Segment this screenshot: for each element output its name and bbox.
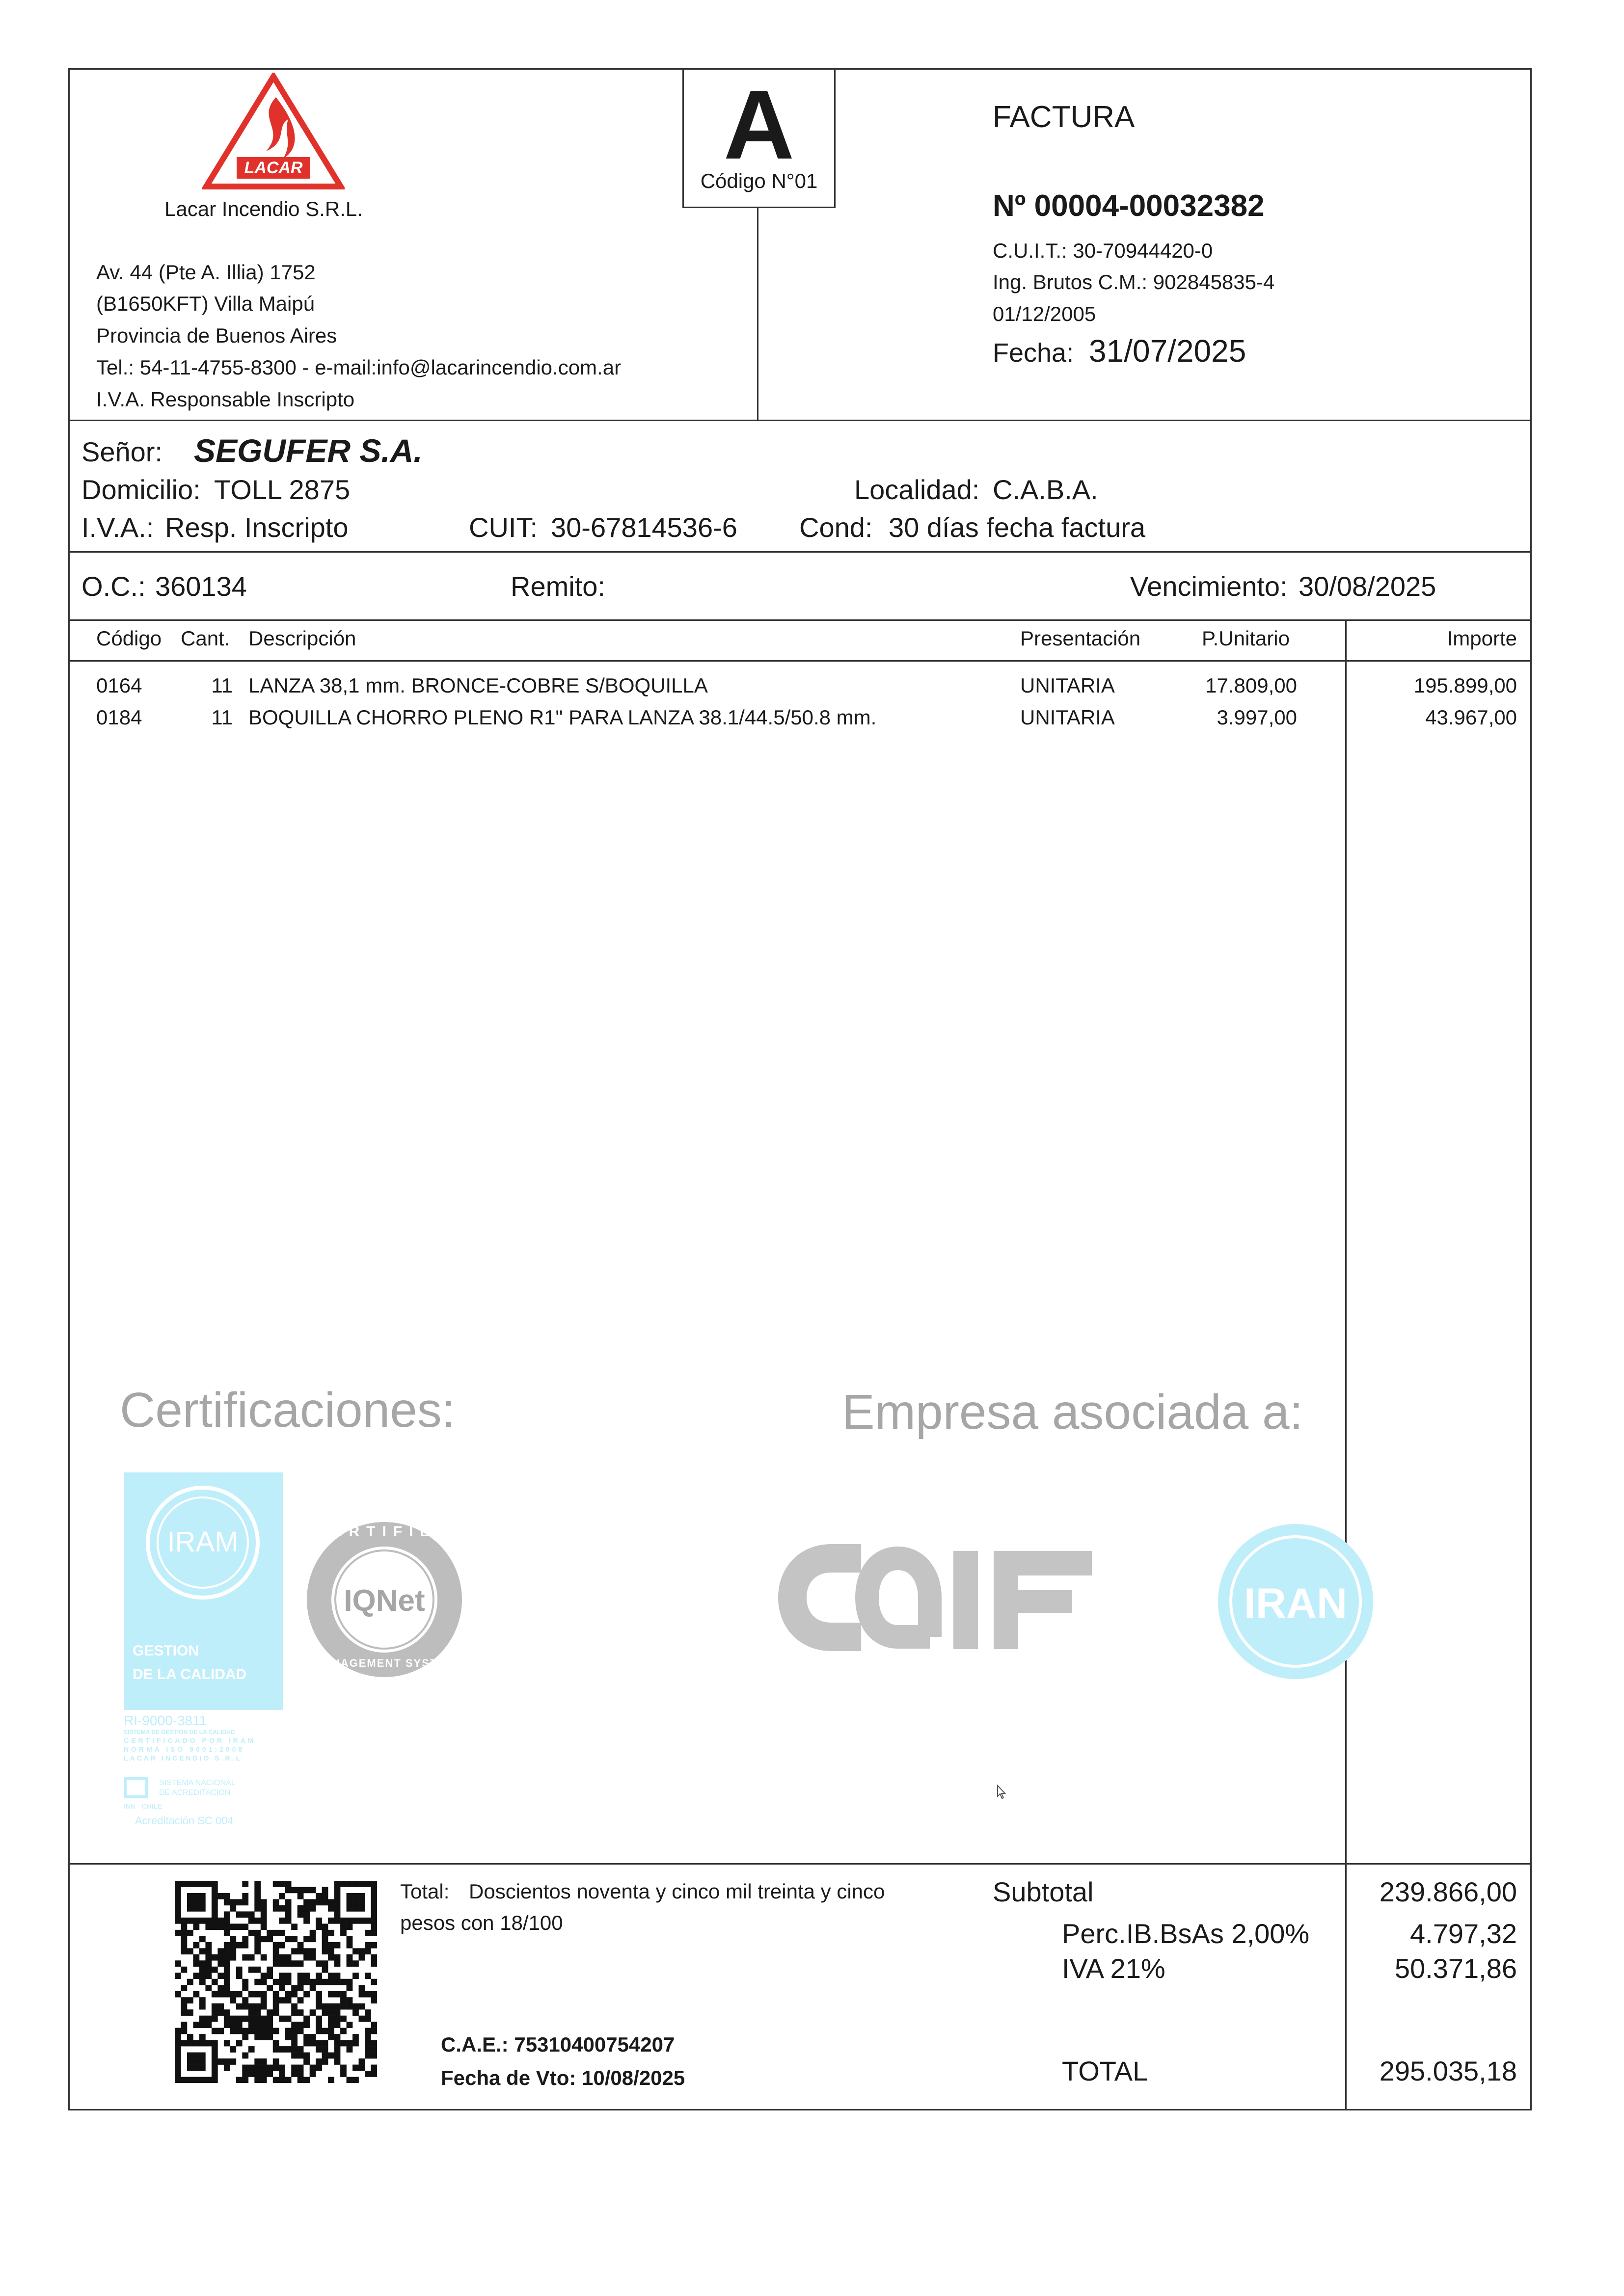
total-final-value: 295.035,18 [1379,2056,1517,2086]
row-descripcion: LANZA 38,1 mm. BRONCE-COBRE S/BOQUILLA [248,674,708,697]
company-address-2: (B1650KFT) Villa Maipú [96,292,315,315]
ina-logo [124,1777,148,1798]
empresa-asociada-heading: Empresa asociada a: [842,1385,1303,1440]
iqnet-top-text: CERTIFIED [314,1523,455,1540]
row-presentacion: UNITARIA [1020,674,1115,697]
col-header-codigo: Código [96,627,162,650]
ina-text-3: INN - CHILE [124,1802,162,1810]
order-vencimiento: 30/08/2025 [1299,571,1436,602]
afip-qr-code [175,1881,377,2083]
row-presentacion: UNITARIA [1020,706,1115,729]
company-name: Lacar Incendio S.R.L. [164,197,363,220]
customer-domicilio: TOLL 2875 [214,474,351,505]
iram-small-1: SISTEMA DE GESTION DE LA CALIDAD [124,1729,235,1735]
row-unitario: 3.997,00 [1217,706,1297,729]
company-address-5: I.V.A. Responsable Inscripto [96,388,355,411]
order-oc-label: O.C.: [81,571,146,602]
iran-logo-text: IRAN [1244,1580,1348,1627]
row-codigo: 0184 [96,706,142,729]
order-remito-label: Remito: [511,571,605,602]
customer-senor-label: Señor: [81,436,162,467]
iqnet-bottom-text: MANAGEMENT SYSTEM [313,1657,456,1669]
company-address-4: Tel.: 54-11-4755-8300 - e-mail:info@lacarincendio.com.ar [96,356,622,379]
subtotal-label: Subtotal [993,1876,1094,1907]
invoice-fecha-label: Fecha: [993,338,1074,368]
iram-seal-text: IRAM [167,1526,239,1558]
row-unitario: 17.809,00 [1205,674,1297,697]
company-address-3: Provincia de Buenos Aires [96,324,337,347]
col-header-importe: Importe [1447,627,1517,650]
caif-logo [778,1541,1102,1654]
total-words-2: pesos con 18/100 [400,1911,563,1934]
customer-iva-label: I.V.A.: [81,512,154,543]
subtotal-value: 239.866,00 [1379,1876,1517,1907]
customer-cuit: 30-67814536-6 [551,512,737,543]
col-header-presentacion: Presentación [1020,627,1141,650]
customer-cond-label: Cond: [799,512,873,543]
customer-domicilio-label: Domicilio: [81,474,201,505]
invoice-number: Nº 00004-00032382 [993,189,1265,223]
iram-gestion-text: GESTION [133,1643,199,1659]
table-header-line [68,660,1532,662]
total-words-label: Total: [400,1880,450,1903]
doc-type-letter: A [723,70,795,180]
iva-label: IVA 21% [1062,1953,1165,1984]
invoice-title: FACTURA [993,100,1135,134]
col-header-cant: Cant. [181,627,230,650]
ina-text-1: SISTEMA NACIONAL [159,1779,236,1787]
row-importe: 195.899,00 [1413,674,1517,697]
iram-small-3: NORMA ISO 9001:2008 [124,1745,245,1753]
company-address-1: Av. 44 (Pte A. Illia) 1752 [96,261,316,284]
lacar-logo-text: LACAR [244,159,303,177]
iram-small-4: LACAR INCENDIO S.R.L. [124,1754,246,1762]
iva-value: 50.371,86 [1394,1953,1517,1984]
customer-name: SEGUFER S.A. [194,432,423,469]
invoice-ing-brutos: Ing. Brutos C.M.: 902845835-4 [993,270,1275,294]
doc-type-code: Código N°01 [700,169,818,192]
col-header-descripcion: Descripción [248,627,356,650]
order-vencimiento-label: Vencimiento: [1130,571,1288,602]
mouse-cursor-icon [997,1785,1007,1799]
header-bottom-line [68,420,1532,421]
cae-vto: Fecha de Vto: 10/08/2025 [441,2066,685,2089]
iram-small-2: CERTIFICADO POR IRAM [124,1736,256,1744]
row-importe: 43.967,00 [1425,706,1517,729]
header-divider [757,207,758,421]
customer-iva: Resp. Inscripto [165,512,349,543]
iqnet-text: IQNet [344,1584,425,1618]
order-bottom-line [68,619,1532,621]
row-cant: 11 [211,674,233,697]
order-oc: 360134 [155,571,247,602]
acreditacion-text: Acreditación SC 004 [135,1815,234,1827]
perc-value: 4.797,32 [1410,1918,1517,1949]
total-final-label: TOTAL [1062,2056,1148,2086]
customer-localidad-label: Localidad: [854,474,980,505]
iram-registro: RI-9000-3811 [124,1713,207,1728]
invoice-cuit: C.U.I.T.: 30-70944420-0 [993,239,1213,262]
customer-localidad: C.A.B.A. [993,474,1098,505]
totals-top-line [68,1863,1532,1865]
importe-column-line [1345,619,1347,2110]
cae-number: C.A.E.: 75310400754207 [441,2033,675,2056]
certificaciones-heading: Certificaciones: [120,1383,456,1438]
ina-text-2: DE ACREDITACION [159,1789,231,1797]
row-cant: 11 [211,706,233,729]
invoice-fecha: 31/07/2025 [1089,333,1246,369]
perc-label: Perc.IB.BsAs 2,00% [1062,1918,1310,1949]
row-codigo: 0164 [96,674,142,697]
row-descripcion: BOQUILLA CHORRO PLENO R1" PARA LANZA 38.1/44.5/50.8 mm. [248,706,877,729]
col-header-unitario: P.Unitario [1202,627,1290,650]
iram-calidad-text: DE LA CALIDAD [133,1666,247,1682]
customer-cuit-label: CUIT: [469,512,538,543]
qr-code-icon [175,1881,377,2083]
invoice-start-date: 01/12/2005 [993,302,1096,325]
total-words-1: Doscientos noventa y cinco mil treinta y cinco [469,1880,885,1903]
customer-bottom-line [68,551,1532,553]
customer-cond: 30 días fecha factura [889,512,1146,543]
